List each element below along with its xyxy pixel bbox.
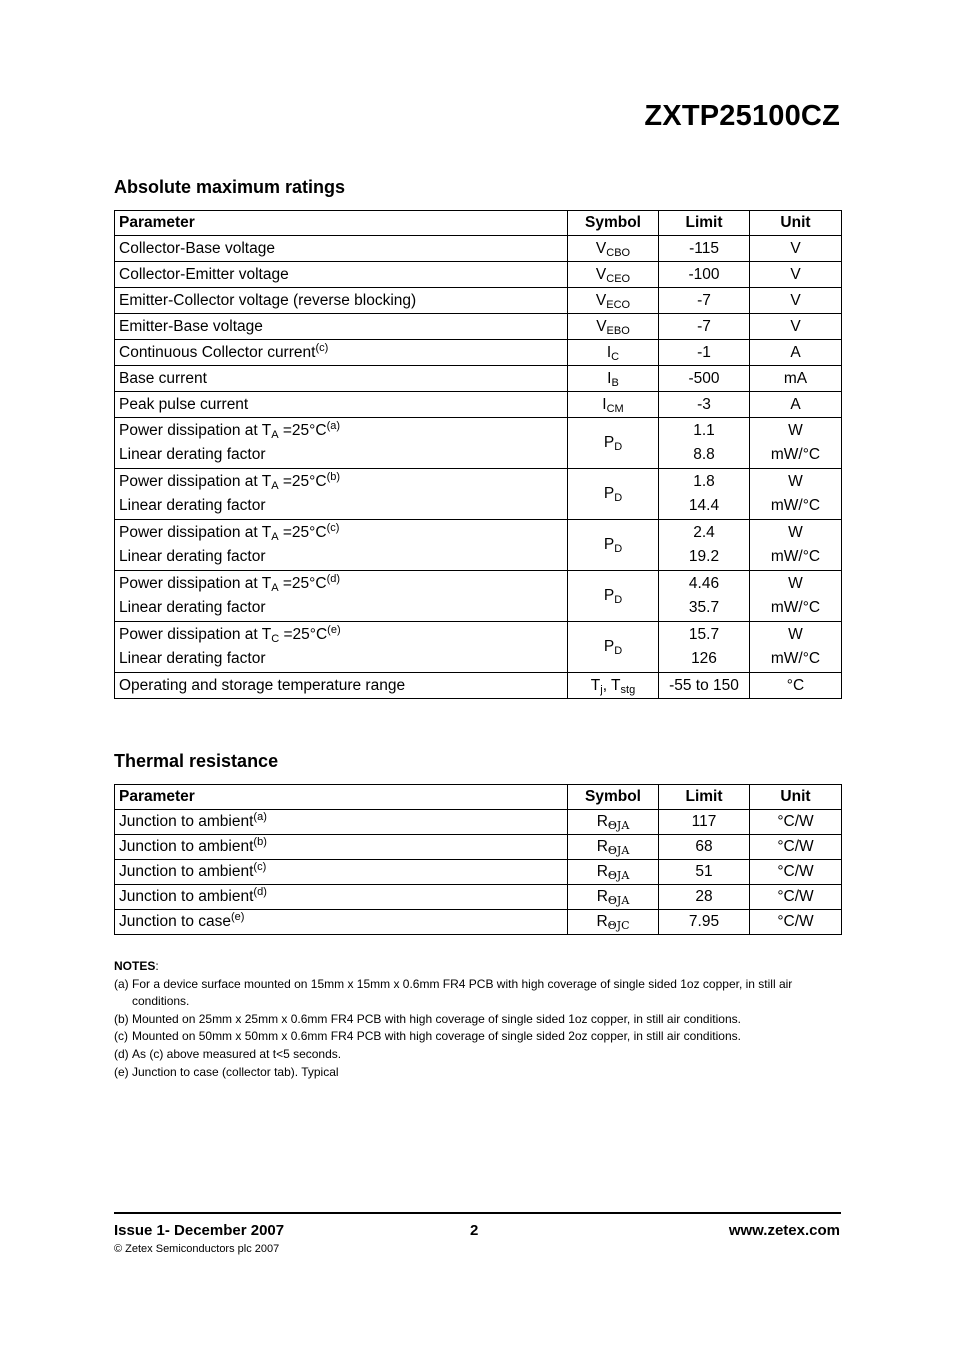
table-row xyxy=(115,571,842,622)
note-label: (c) xyxy=(114,1029,128,1044)
cell-parameter xyxy=(115,885,568,910)
symbol-subscript: D xyxy=(614,441,623,453)
temperature-subscript: A xyxy=(271,582,279,594)
table-row xyxy=(115,392,842,418)
symbol-main: I xyxy=(602,395,607,413)
derating-label: Linear derating factor xyxy=(119,497,266,514)
symbol-main: R xyxy=(596,813,608,830)
parameter-condition: =25°C xyxy=(278,473,327,490)
footer-divider xyxy=(114,1212,841,1214)
note-text: For a device surface mounted on 15mm x 15mm x 0.6mm FR4 PCB with high coverage of single sided 1oz copper, in still air conditions. xyxy=(132,976,793,1009)
table-row xyxy=(115,520,842,571)
temperature-subscript: A xyxy=(271,429,279,441)
symbol-main: V xyxy=(595,291,607,309)
header-parameter: Parameter xyxy=(115,785,568,810)
symbol-main: P xyxy=(603,485,615,502)
cell-symbol xyxy=(568,392,659,418)
unit-power: W xyxy=(788,524,803,541)
table-row xyxy=(115,622,842,673)
cell-symbol xyxy=(568,622,659,673)
unit-derating: mW/°C xyxy=(770,650,821,667)
header-limit: Limit xyxy=(659,785,750,810)
footer-page-number: 2 xyxy=(470,1222,479,1239)
symbol-main: R xyxy=(596,863,608,880)
cell-symbol xyxy=(568,860,659,885)
symbol-subscript: D xyxy=(614,645,623,657)
cell-symbol xyxy=(568,810,659,835)
cell-parameter xyxy=(115,910,568,935)
note-text: Mounted on 25mm x 25mm x 0.6mm FR4 PCB with high coverage of single sided 1oz copper, in still air conditions. xyxy=(132,1011,741,1026)
symbol-main: P xyxy=(603,638,615,655)
symbol-main: V xyxy=(596,317,607,335)
cell-limit xyxy=(659,418,750,469)
symbol-subscript: B xyxy=(611,376,619,389)
cell-symbol xyxy=(568,366,659,392)
note-label: (a) xyxy=(114,976,129,991)
cell-symbol xyxy=(568,571,659,622)
cell-limit: -3 xyxy=(659,392,750,418)
parameter-line xyxy=(119,521,563,545)
cell-parameter xyxy=(115,236,568,262)
limit-derating: 19.2 xyxy=(688,548,720,565)
note-ref: (c) xyxy=(315,341,329,354)
temperature-subscript: C xyxy=(271,633,280,645)
note-text: Mounted on 50mm x 50mm x 0.6mm FR4 PCB with high coverage of single sided 2oz copper, in still air conditions. xyxy=(132,1029,741,1044)
cell-parameter xyxy=(115,392,568,418)
symbol-main: R xyxy=(596,838,608,855)
note-ref: (c) xyxy=(326,522,340,534)
limit-power: 1.1 xyxy=(693,422,715,439)
symbol-separator: , T xyxy=(602,676,621,694)
cell-limit xyxy=(659,622,750,673)
header-unit: Unit xyxy=(750,785,842,810)
parameter-text: Emitter-Base voltage xyxy=(119,317,263,335)
cell-unit: A xyxy=(750,340,842,366)
parameter-text: Peak pulse current xyxy=(119,395,249,413)
parameter-line xyxy=(119,572,563,596)
parameter-line xyxy=(119,470,563,494)
temperature-subscript: A xyxy=(271,480,279,492)
symbol-main: I xyxy=(606,343,612,361)
symbol-main: R xyxy=(596,888,608,905)
header-limit: Limit xyxy=(659,211,750,236)
header-symbol: Symbol xyxy=(568,211,659,236)
note-item xyxy=(114,1028,841,1046)
symbol-subscript: ΘJA xyxy=(607,844,630,857)
notes-title-colon: : xyxy=(155,959,159,973)
cell-unit: V xyxy=(750,236,842,262)
cell-limit: 117 xyxy=(659,810,750,835)
table-row xyxy=(115,469,842,520)
cell-unit xyxy=(750,571,842,622)
header-unit: Unit xyxy=(750,211,842,236)
cell-unit: °C/W xyxy=(750,810,842,835)
footer-issue: Issue 1- December 2007 xyxy=(114,1222,285,1239)
note-label: (b) xyxy=(114,1011,129,1026)
cell-parameter xyxy=(115,810,568,835)
table-row xyxy=(115,673,842,699)
cell-symbol xyxy=(568,288,659,314)
symbol-main: V xyxy=(595,265,607,283)
note-text: As (c) above measured at t<5 seconds. xyxy=(132,1046,342,1061)
derating-label: Linear derating factor xyxy=(119,446,266,463)
symbol-main: P xyxy=(603,587,615,604)
table-row xyxy=(115,262,842,288)
symbol-subscript: j xyxy=(600,683,603,696)
derating-label: Linear derating factor xyxy=(119,599,266,616)
notes-section xyxy=(114,958,841,1081)
parameter-text: Power dissipation at T xyxy=(119,626,272,643)
table-row xyxy=(115,885,842,910)
table-row xyxy=(115,418,842,469)
limit-derating: 126 xyxy=(691,650,717,667)
cell-symbol xyxy=(568,673,659,699)
table-row xyxy=(115,366,842,392)
cell-parameter xyxy=(115,288,568,314)
limit-derating: 8.8 xyxy=(693,446,715,463)
symbol-subscript: CM xyxy=(606,402,624,415)
parameter-line xyxy=(119,623,563,647)
note-ref: (e) xyxy=(231,911,245,923)
note-label: (d) xyxy=(114,1046,129,1061)
parameter-text: Collector-Emitter voltage xyxy=(119,265,289,283)
header-symbol: Symbol xyxy=(568,785,659,810)
footer-copyright: © Zetex Semiconductors plc 2007 xyxy=(114,1243,280,1255)
note-ref: (a) xyxy=(326,420,341,432)
cell-unit: V xyxy=(750,288,842,314)
cell-symbol xyxy=(568,236,659,262)
cell-unit xyxy=(750,622,842,673)
parameter-text: Junction to ambient xyxy=(119,813,254,830)
symbol-subscript: D xyxy=(614,543,623,555)
cell-symbol xyxy=(568,835,659,860)
note-ref: (a) xyxy=(253,811,267,823)
cell-limit xyxy=(659,469,750,520)
parameter-text: Junction to case xyxy=(119,913,232,930)
cell-parameter xyxy=(115,622,568,673)
symbol-subscript: D xyxy=(614,594,623,606)
symbol-main: I xyxy=(607,369,612,387)
table-row xyxy=(115,860,842,885)
absolute-max-table xyxy=(114,210,842,699)
cell-limit: -500 xyxy=(659,366,750,392)
note-ref: (c) xyxy=(253,861,267,873)
unit-power: W xyxy=(788,626,803,643)
symbol-subscript: CEO xyxy=(606,272,631,285)
cell-parameter xyxy=(115,366,568,392)
limit-power: 15.7 xyxy=(688,626,720,643)
cell-limit: 68 xyxy=(659,835,750,860)
symbol-main: V xyxy=(595,239,607,257)
derating-label: Linear derating factor xyxy=(119,650,266,667)
symbol-main: P xyxy=(603,536,615,553)
cell-parameter xyxy=(115,262,568,288)
cell-parameter xyxy=(115,860,568,885)
limit-derating: 35.7 xyxy=(688,599,720,616)
symbol-subscript: ΘJA xyxy=(607,819,630,832)
parameter-text: Collector-Base voltage xyxy=(119,239,275,257)
unit-power: W xyxy=(788,422,803,439)
symbol-subscript: CBO xyxy=(606,246,631,259)
cell-parameter xyxy=(115,469,568,520)
cell-limit: -1 xyxy=(659,340,750,366)
cell-symbol xyxy=(568,262,659,288)
symbol-subscript: ΘJC xyxy=(607,919,630,932)
limit-power: 2.4 xyxy=(693,524,715,541)
table-header-row xyxy=(115,211,842,236)
note-ref: (d) xyxy=(326,573,341,585)
cell-unit: °C/W xyxy=(750,885,842,910)
note-ref: (b) xyxy=(253,836,267,848)
cell-unit xyxy=(750,469,842,520)
unit-power: W xyxy=(788,473,803,490)
symbol-subscript: stg xyxy=(620,683,636,696)
parameter-line xyxy=(119,419,563,443)
limit-power: 1.8 xyxy=(693,473,715,490)
table-header-row xyxy=(115,785,842,810)
cell-unit: °C/W xyxy=(750,910,842,935)
cell-parameter xyxy=(115,520,568,571)
unit-derating: mW/°C xyxy=(770,446,821,463)
cell-unit xyxy=(750,418,842,469)
cell-limit: -7 xyxy=(659,314,750,340)
cell-parameter: Operating and storage temperature range xyxy=(115,673,568,699)
notes-title-text: NOTES xyxy=(114,959,156,973)
page-title: ZXTP25100CZ xyxy=(644,100,840,132)
cell-symbol xyxy=(568,314,659,340)
parameter-condition: =25°C xyxy=(278,524,327,541)
cell-parameter xyxy=(115,418,568,469)
parameter-condition: =25°C xyxy=(279,626,328,643)
cell-unit: °C/W xyxy=(750,860,842,885)
absolute-max-heading: Absolute maximum ratings xyxy=(114,177,346,197)
cell-limit: -7 xyxy=(659,288,750,314)
parameter-text: Junction to ambient xyxy=(119,838,254,855)
unit-derating: mW/°C xyxy=(770,548,821,565)
cell-symbol xyxy=(568,885,659,910)
cell-symbol xyxy=(568,469,659,520)
symbol-subscript: ΘJA xyxy=(607,894,630,907)
limit-derating: 14.4 xyxy=(688,497,720,514)
parameter-text: Power dissipation at T xyxy=(119,473,272,490)
cell-parameter xyxy=(115,835,568,860)
cell-parameter xyxy=(115,314,568,340)
cell-unit: °C/W xyxy=(750,835,842,860)
note-item xyxy=(114,976,841,1011)
parameter-text: Power dissipation at T xyxy=(119,524,272,541)
symbol-main: P xyxy=(603,434,615,451)
parameter-text: Power dissipation at T xyxy=(119,575,272,592)
parameter-text: Base current xyxy=(119,369,207,387)
note-ref: (b) xyxy=(326,471,341,483)
symbol-subscript: ΘJA xyxy=(607,869,630,882)
footer-website: www.zetex.com xyxy=(728,1222,840,1239)
notes-title xyxy=(114,958,841,976)
cell-limit: 51 xyxy=(659,860,750,885)
symbol-subscript: EBO xyxy=(606,324,630,337)
table-row xyxy=(115,810,842,835)
parameter-text: Emitter-Collector voltage (reverse blocking) xyxy=(119,291,417,309)
cell-limit xyxy=(659,571,750,622)
parameter-text: Continuous Collector current xyxy=(119,343,316,361)
derating-label: Linear derating factor xyxy=(119,548,266,565)
note-item xyxy=(114,1011,841,1029)
note-item xyxy=(114,1064,841,1082)
table-row xyxy=(115,910,842,935)
cell-symbol xyxy=(568,418,659,469)
table-row xyxy=(115,236,842,262)
cell-symbol xyxy=(568,910,659,935)
table-row xyxy=(115,340,842,366)
limit-power: 4.46 xyxy=(688,575,720,592)
cell-limit xyxy=(659,520,750,571)
cell-limit: -115 xyxy=(659,236,750,262)
thermal-heading: Thermal resistance xyxy=(114,751,279,771)
table-row xyxy=(115,835,842,860)
note-text: Junction to case (collector tab). Typical xyxy=(132,1064,339,1079)
cell-limit: -100 xyxy=(659,262,750,288)
cell-limit: -55 to 150 xyxy=(659,673,750,699)
note-label: (e) xyxy=(114,1064,129,1079)
cell-unit: mA xyxy=(750,366,842,392)
symbol-subscript: ECO xyxy=(606,298,631,311)
symbol-subscript: D xyxy=(614,492,623,504)
symbol-main: R xyxy=(596,913,608,930)
symbol-subscript: C xyxy=(611,350,620,363)
table-row xyxy=(115,314,842,340)
table-row xyxy=(115,288,842,314)
parameter-text: Junction to ambient xyxy=(119,863,254,880)
cell-parameter xyxy=(115,340,568,366)
cell-unit: A xyxy=(750,392,842,418)
cell-parameter xyxy=(115,571,568,622)
cell-limit: 7.95 xyxy=(659,910,750,935)
parameter-condition: =25°C xyxy=(278,422,327,439)
parameter-text: Power dissipation at T xyxy=(119,422,272,439)
header-parameter: Parameter xyxy=(115,211,568,236)
note-item xyxy=(114,1046,841,1064)
cell-limit: 28 xyxy=(659,885,750,910)
unit-power: W xyxy=(788,575,803,592)
unit-derating: mW/°C xyxy=(770,497,821,514)
cell-unit xyxy=(750,520,842,571)
note-ref: (e) xyxy=(327,624,341,636)
unit-derating: mW/°C xyxy=(770,599,821,616)
cell-unit: V xyxy=(750,262,842,288)
cell-symbol xyxy=(568,520,659,571)
temperature-subscript: A xyxy=(271,531,279,543)
parameter-condition: =25°C xyxy=(278,575,327,592)
cell-unit: V xyxy=(750,314,842,340)
thermal-table xyxy=(114,784,842,935)
cell-symbol xyxy=(568,340,659,366)
note-ref: (d) xyxy=(253,886,267,898)
symbol-main: T xyxy=(590,676,601,694)
parameter-text: Junction to ambient xyxy=(119,888,254,905)
notes-list xyxy=(114,976,841,1082)
cell-unit: °C xyxy=(750,673,842,699)
